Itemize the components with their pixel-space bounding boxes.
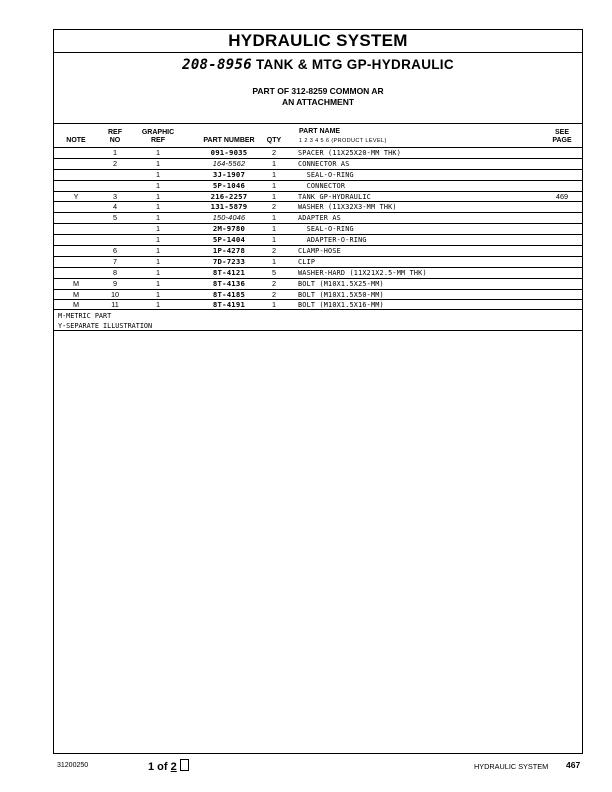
header-divider xyxy=(54,123,582,124)
part-number-cell: 091-9035 xyxy=(210,148,248,157)
ref-no-cell: 5 xyxy=(112,213,118,223)
ref-no-cell: 2 xyxy=(112,158,118,168)
note-metric: M-METRIC PART xyxy=(58,312,112,320)
part-name-cell: BOLT (M10X1.5X50-MM) xyxy=(298,290,384,299)
part-number-cell: 164-5562 xyxy=(212,158,246,168)
graphic-ref-cell: 1 xyxy=(155,300,161,310)
col-qty-header: QTY xyxy=(266,137,282,144)
col-see-page-header-line2: PAGE xyxy=(552,137,572,144)
part-name-cell: SEAL-O-RING xyxy=(298,225,354,234)
ref-no-cell: 3 xyxy=(112,191,118,201)
col-see-page-header-line1: SEE xyxy=(554,129,569,136)
part-number-cell: 8T-4191 xyxy=(212,300,246,310)
qty-cell: 1 xyxy=(271,256,277,266)
part-number-cell: 3J-1907 xyxy=(212,169,246,179)
group-name: TANK & MTG GP-HYDRAULIC xyxy=(256,57,454,72)
graphic-ref-cell: 1 xyxy=(155,148,161,157)
col-part-number-header: PART NUMBER xyxy=(203,137,255,144)
graphic-ref-cell: 1 xyxy=(155,180,161,190)
part-number-cell: 216-2257 xyxy=(210,191,248,201)
ref-no-cell: 9 xyxy=(112,278,118,288)
graphic-ref-cell: 1 xyxy=(155,191,161,201)
qty-cell: 1 xyxy=(271,235,277,245)
ref-no-cell: 6 xyxy=(112,246,118,256)
note-cell: Y xyxy=(73,191,79,201)
notes-legend xyxy=(58,312,152,331)
part-name-cell: BOLT (M10X1.5X16-MM) xyxy=(298,301,384,310)
part-name-cell: WASHER (11X32X3-MM THK) xyxy=(298,203,397,212)
page-of-prefix: 1 of xyxy=(148,761,168,773)
part-number-cell: 2M-9780 xyxy=(212,224,246,234)
parts-table xyxy=(54,147,582,310)
part-number-cell: 8T-4121 xyxy=(212,267,246,277)
document-id: 31200250 xyxy=(57,762,89,769)
part-name-cell: CLIP xyxy=(298,257,316,266)
ref-no-cell: 1 xyxy=(112,148,118,157)
qty-cell: 1 xyxy=(271,180,277,190)
note-separate-illustration: Y-SEPARATE ILLUSTRATION xyxy=(58,321,153,330)
table-row xyxy=(54,201,582,212)
col-graphic-ref-header-line1: GRAPHIC xyxy=(141,129,175,136)
qty-cell: 1 xyxy=(271,224,277,234)
qty-cell: 1 xyxy=(271,213,277,223)
part-name-cell: ADAPTER-O-RING xyxy=(298,236,367,245)
ref-no-cell: 10 xyxy=(110,289,120,299)
notes-divider xyxy=(54,330,582,331)
group-heading xyxy=(54,57,582,73)
table-row xyxy=(54,289,582,300)
part-number-cell: 150-4046 xyxy=(212,213,246,223)
table-row xyxy=(54,147,582,158)
col-note-header: NOTE xyxy=(66,137,86,144)
col-ref-header-line2: NO xyxy=(109,137,121,144)
col-ref-header-line1: REF xyxy=(108,129,122,136)
qty-cell: 2 xyxy=(271,289,277,299)
group-part-number: 208-8956 xyxy=(182,57,252,73)
col-ref-header xyxy=(105,129,125,145)
table-row xyxy=(54,223,582,234)
table-row xyxy=(54,267,582,278)
page-box-icon xyxy=(180,759,189,771)
note-cell: M xyxy=(72,300,80,310)
table-row xyxy=(54,169,582,180)
col-see-page-header xyxy=(546,129,578,145)
graphic-ref-cell: 1 xyxy=(155,202,161,212)
table-row xyxy=(54,278,582,289)
part-number-cell: 7D-7233 xyxy=(212,256,246,266)
part-number-cell: 8T-4136 xyxy=(212,278,246,288)
part-name-cell: ADAPTER AS xyxy=(298,214,341,223)
table-row xyxy=(54,256,582,267)
part-name-cell: CONNECTOR AS xyxy=(298,159,350,168)
qty-cell: 2 xyxy=(271,278,277,288)
table-row xyxy=(54,245,582,256)
qty-cell: 2 xyxy=(271,246,277,256)
qty-cell: 2 xyxy=(271,148,277,157)
qty-cell: 1 xyxy=(271,300,277,310)
page-of-total: 2 xyxy=(170,761,177,773)
part-of-text: PART OF 312-8259 COMMON AR xyxy=(252,86,384,96)
qty-cell: 1 xyxy=(271,158,277,168)
part-name-cell: CLAMP-HOSE xyxy=(298,247,341,256)
part-number-cell: 5P-1046 xyxy=(212,180,246,190)
qty-cell: 1 xyxy=(271,191,277,201)
attachment-text: AN ATTACHMENT xyxy=(281,97,355,107)
note-cell: M xyxy=(72,278,80,288)
graphic-ref-cell: 1 xyxy=(155,289,161,299)
footer-page-number: 467 xyxy=(566,760,581,770)
graphic-ref-cell: 1 xyxy=(155,224,161,234)
graphic-ref-cell: 1 xyxy=(155,158,161,168)
table-row xyxy=(54,158,582,169)
part-name-cell: WASHER-HARD (11X21X2.5-MM THK) xyxy=(298,268,427,277)
table-row xyxy=(54,234,582,245)
parts-list-frame xyxy=(53,29,583,754)
table-row xyxy=(54,299,582,310)
col-graphic-ref-header xyxy=(138,129,178,145)
ref-no-cell: 7 xyxy=(112,256,118,266)
graphic-ref-cell: 1 xyxy=(155,256,161,266)
part-number-cell: 8T-4185 xyxy=(212,289,246,299)
note-cell: M xyxy=(72,289,80,299)
graphic-ref-cell: 1 xyxy=(155,169,161,179)
see-page-cell: 469 xyxy=(555,191,569,201)
table-row xyxy=(54,212,582,223)
page-of-indicator xyxy=(148,759,189,773)
part-name-cell: CONNECTOR xyxy=(298,181,346,190)
table-row xyxy=(54,180,582,191)
qty-cell: 2 xyxy=(271,202,277,212)
graphic-ref-cell: 1 xyxy=(155,267,161,277)
part-number-cell: 131-5879 xyxy=(210,202,248,212)
qty-cell: 5 xyxy=(271,267,277,277)
part-name-cell: SEAL-O-RING xyxy=(298,170,354,179)
part-number-cell: 1P-4278 xyxy=(212,246,246,256)
part-name-cell: BOLT (M10X1.5X25-MM) xyxy=(298,279,384,288)
col-graphic-ref-header-line2: REF xyxy=(151,137,165,144)
footer-section-title: HYDRAULIC SYSTEM xyxy=(474,762,549,771)
part-name-cell: SPACER (11X25X20-MM THK) xyxy=(298,149,402,157)
qty-cell: 1 xyxy=(271,169,277,179)
ref-no-cell: 8 xyxy=(112,267,118,277)
part-name-cell: TANK GP-HYDRAULIC xyxy=(298,192,371,201)
ref-no-cell: 4 xyxy=(112,202,118,212)
graphic-ref-cell: 1 xyxy=(155,278,161,288)
section-title: HYDRAULIC SYSTEM xyxy=(54,30,582,53)
col-part-name-header: PART NAME xyxy=(299,128,341,135)
graphic-ref-cell: 1 xyxy=(155,235,161,245)
product-level-header: 1 2 3 4 5 6 (PRODUCT LEVEL) xyxy=(299,138,387,144)
part-number-cell: 5P-1404 xyxy=(212,235,246,245)
graphic-ref-cell: 1 xyxy=(155,246,161,256)
table-row xyxy=(54,191,582,202)
ref-no-cell: 11 xyxy=(111,300,119,310)
graphic-ref-cell: 1 xyxy=(155,213,161,223)
